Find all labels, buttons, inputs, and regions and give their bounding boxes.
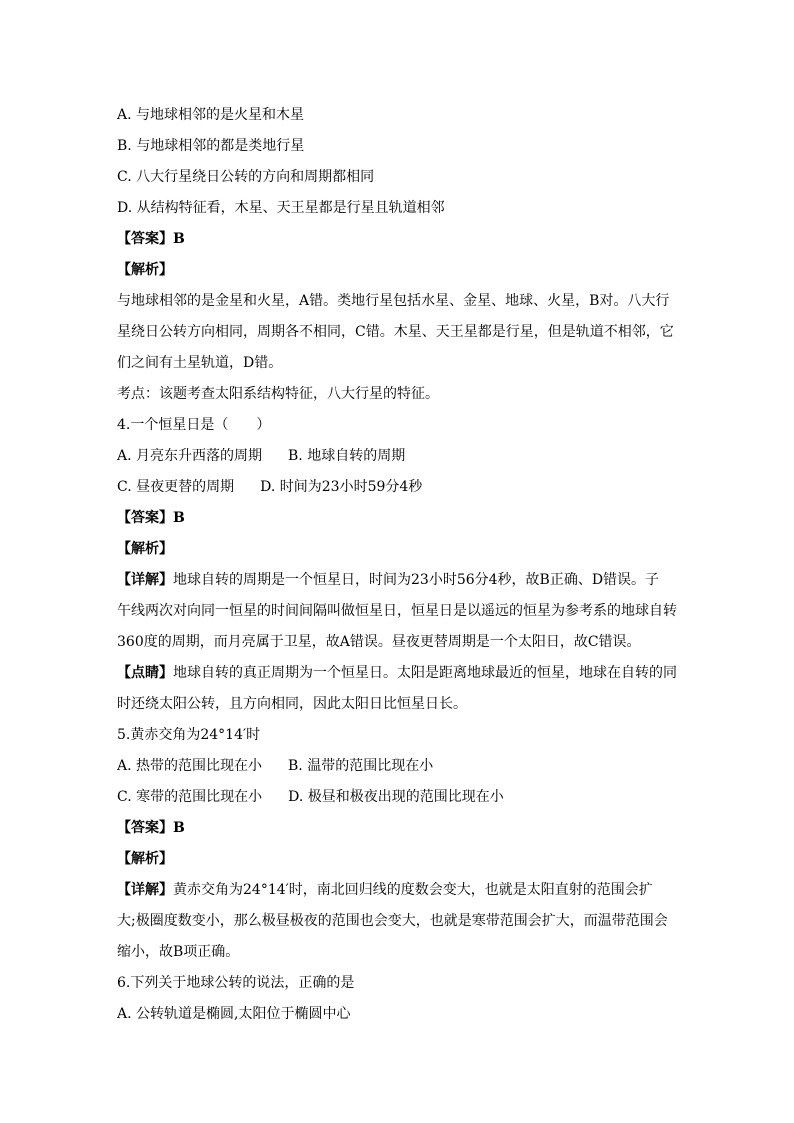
q3-option-d: D. 从结构特征看，木星、天王星都是行星且轨道相邻 [117, 200, 445, 216]
q6-question: 6.下列关于地球公转的说法，正确的是 [117, 975, 355, 991]
q5-question: 5.黄赤交角为24°14′时 [117, 727, 261, 743]
q4-tip-line-2: 时还绕太阳公转，且方向相同，因此太阳日比恒星日长。 [117, 696, 467, 712]
q4-detail-line-3: 360度的周期，而月亮属于卫星，故A错误。昼夜更替周期是一个太阳日，故C错误。 [117, 634, 641, 650]
q5-options-row-2 [117, 782, 679, 813]
q4-detail-label: 【详解】 [117, 572, 173, 588]
q3-answer: 【答案】B [117, 231, 185, 247]
q6-option-a: A. 公转轨道是椭圆,太阳位于椭圆中心 [117, 1006, 351, 1022]
q3-analysis-label: 【解析】 [117, 262, 173, 278]
q5-detail-text-1: 黄赤交角为24°14′时，南北回归线的度数会变大，也就是太阳直射的范围会扩 [173, 882, 653, 898]
q4-option-a: A. 月亮东升西落的周期 [117, 448, 263, 464]
q4-question: 4.一个恒星日是（ ） [117, 417, 271, 433]
q4-options-row-2 [117, 472, 679, 503]
q4-analysis-label: 【解析】 [117, 541, 173, 557]
q4-answer: 【答案】B [117, 510, 185, 526]
q5-option-c: C. 寒带的范围比现在小 [117, 789, 263, 805]
q5-options-row-1 [117, 751, 679, 782]
q5-option-a: A. 热带的范围比现在小 [117, 758, 263, 774]
q5-option-d: D. 极昼和极夜出现的范围比现在小 [288, 789, 504, 805]
q3-option-a: A. 与地球相邻的是火星和木星 [117, 107, 305, 123]
q5-analysis-label: 【解析】 [117, 851, 173, 867]
q4-detail-line-1 [117, 565, 679, 596]
q3-note: 考点：该题考查太阳系结构特征，八大行星的特征。 [117, 386, 439, 402]
q5-detail-line-3: 缩小，故B项正确。 [117, 944, 240, 960]
q5-option-b: B. 温带的范围比现在小 [288, 758, 434, 774]
q4-option-c: C. 昼夜更替的周期 [117, 479, 235, 495]
q4-detail-text-1: 地球自转的周期是一个恒星日，时间为23小时56分4秒，故B正确、D错误。子 [173, 572, 660, 588]
q5-detail-line-2: 大;极圈度数变小，那么极昼极夜的范围也会变大，也就是寒带范围会扩大，而温带范围会 [117, 913, 668, 929]
q3-analysis-line-2: 星绕日公转方向相同，周期各不相同，C错。木星、天王星都是行星，但是轨道不相邻，它 [117, 324, 674, 340]
q5-detail-label: 【详解】 [117, 882, 173, 898]
q4-tip-line-1 [117, 658, 679, 689]
q4-option-b: B. 地球自转的周期 [288, 448, 406, 464]
document-content [117, 100, 679, 1030]
q4-detail-line-2: 午线两次对向同一恒星的时间间隔叫做恒星日，恒星日是以遥远的恒星为参考系的地球自转 [117, 603, 677, 619]
q3-option-b: B. 与地球相邻的都是类地行星 [117, 138, 305, 154]
q3-analysis-line-1: 与地球相邻的是金星和火星，A错。类地行星包括水星、金星、地球、火星，B对。八大行 [117, 293, 670, 309]
q5-detail-line-1 [117, 875, 679, 906]
q4-options-row-1 [117, 441, 679, 472]
q4-tip-text-1: 地球自转的真正周期为一个恒星日。太阳是距离地球最近的恒星，地球在自转的同 [173, 665, 677, 681]
q3-analysis-line-3: 们之间有土星轨道，D错。 [117, 355, 283, 371]
q4-tip-label: 【点睛】 [117, 665, 173, 681]
q3-option-c: C. 八大行星绕日公转的方向和周期都相同 [117, 169, 375, 185]
q4-option-d: D. 时间为23小时59分4秒 [260, 479, 423, 495]
q5-answer: 【答案】B [117, 820, 185, 836]
